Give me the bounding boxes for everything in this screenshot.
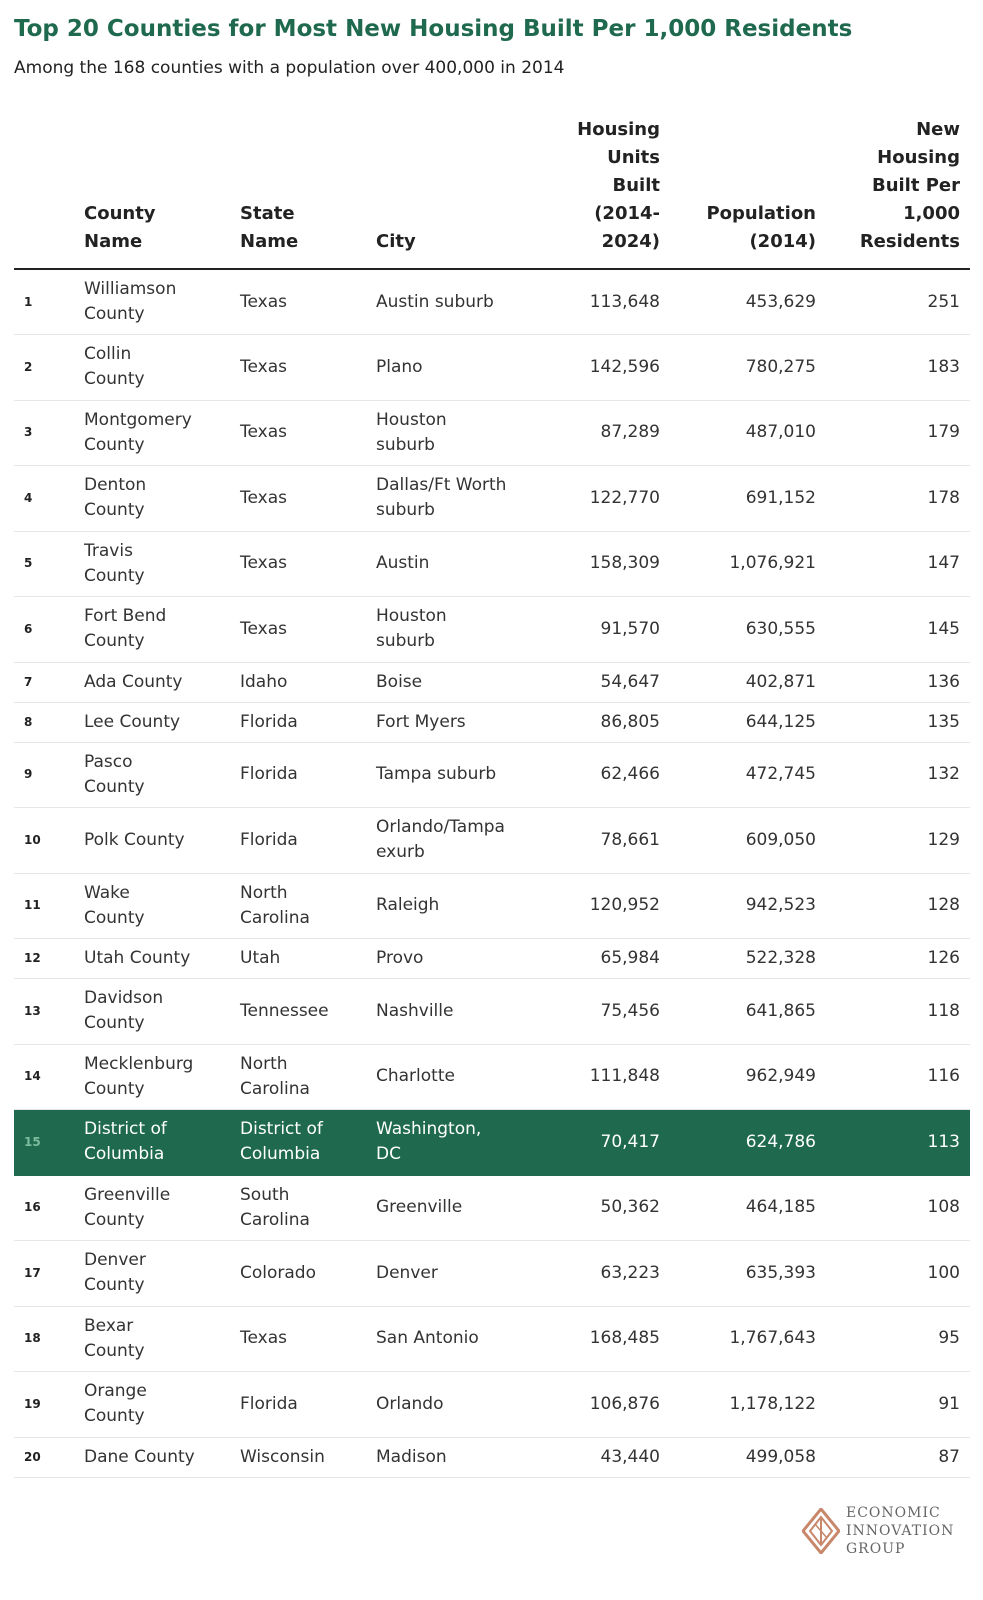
table-body xyxy=(14,269,970,1477)
city-cell xyxy=(362,1437,540,1477)
cell-line: County xyxy=(84,1078,145,1099)
state-name-cell xyxy=(226,1110,362,1176)
population-cell: 472,745 xyxy=(670,742,826,808)
cell-line: Texas xyxy=(240,618,287,639)
population-cell: 499,058 xyxy=(670,1437,826,1477)
cell-line: DC xyxy=(376,1144,401,1165)
cell-line: District of xyxy=(84,1119,167,1140)
header-line: City xyxy=(376,231,416,252)
cell-line: Texas xyxy=(240,1328,287,1349)
county-name-cell xyxy=(70,808,226,874)
header-rate xyxy=(826,116,970,269)
housing-units-cell: 91,570 xyxy=(540,597,670,663)
population-cell: 609,050 xyxy=(670,808,826,874)
rate-cell: 116 xyxy=(826,1044,970,1110)
rank-cell: 16 xyxy=(14,1175,70,1241)
cell-line: Polk County xyxy=(84,829,185,850)
header-line: Housing xyxy=(877,147,960,168)
state-name-cell xyxy=(226,597,362,663)
city-cell xyxy=(362,400,540,466)
table-row xyxy=(14,702,970,742)
cell-line: Boise xyxy=(376,671,423,692)
county-name-cell xyxy=(70,702,226,742)
cell-line: Dane County xyxy=(84,1446,195,1467)
header-line: (2014- xyxy=(594,203,660,224)
population-cell: 942,523 xyxy=(670,873,826,939)
table-header-row xyxy=(14,116,970,269)
cell-line: Greenville xyxy=(376,1197,463,1218)
cell-line: County xyxy=(84,1013,145,1034)
population-cell: 691,152 xyxy=(670,466,826,532)
state-name-cell xyxy=(226,1241,362,1307)
housing-units-cell: 122,770 xyxy=(540,466,670,532)
rank-cell: 6 xyxy=(14,597,70,663)
state-name-cell xyxy=(226,702,362,742)
table-row xyxy=(14,597,970,663)
header-line: Units xyxy=(607,147,660,168)
logo-text xyxy=(846,1504,954,1558)
cell-line: Florida xyxy=(240,829,298,850)
header-line: Name xyxy=(84,231,143,252)
housing-units-cell: 63,223 xyxy=(540,1241,670,1307)
county-name-cell xyxy=(70,269,226,335)
cell-line: Florida xyxy=(240,711,298,732)
table-row xyxy=(14,939,970,979)
city-cell xyxy=(362,1241,540,1307)
housing-units-cell: 54,647 xyxy=(540,662,670,702)
header-city xyxy=(362,116,540,269)
cell-line: Carolina xyxy=(240,907,310,928)
rank-cell: 18 xyxy=(14,1306,70,1372)
city-cell xyxy=(362,742,540,808)
cell-line: County xyxy=(84,565,145,586)
table-row xyxy=(14,1044,970,1110)
table-row xyxy=(14,873,970,939)
rate-cell: 113 xyxy=(826,1110,970,1176)
cell-line: Bexar xyxy=(84,1315,134,1336)
population-cell: 644,125 xyxy=(670,702,826,742)
cell-line: Florida xyxy=(240,764,298,785)
city-cell xyxy=(362,873,540,939)
cell-line: Texas xyxy=(240,553,287,574)
rate-cell: 147 xyxy=(826,531,970,597)
cell-line: San Antonio xyxy=(376,1328,479,1349)
header-line: Built Per xyxy=(871,175,960,196)
city-cell xyxy=(362,1110,540,1176)
cell-line: Fort Bend xyxy=(84,606,167,627)
rank-cell: 9 xyxy=(14,742,70,808)
table-row xyxy=(14,742,970,808)
cell-line: Montgomery xyxy=(84,409,192,430)
cell-line: District of xyxy=(240,1119,323,1140)
cell-line: County xyxy=(84,434,145,455)
state-name-cell xyxy=(226,466,362,532)
population-cell: 487,010 xyxy=(670,400,826,466)
county-name-cell xyxy=(70,1044,226,1110)
cell-line: Greenville xyxy=(84,1184,171,1205)
rank-cell: 13 xyxy=(14,979,70,1045)
rate-cell: 135 xyxy=(826,702,970,742)
rate-cell: 108 xyxy=(826,1175,970,1241)
county-name-cell xyxy=(70,1175,226,1241)
header-population xyxy=(670,116,826,269)
header-line: (2014) xyxy=(749,231,816,252)
logo-line: ECONOMIC xyxy=(846,1505,941,1521)
cell-line: suburb xyxy=(376,500,435,521)
header-line: 2024) xyxy=(601,231,660,252)
city-cell xyxy=(362,808,540,874)
table-row xyxy=(14,662,970,702)
county-name-cell xyxy=(70,400,226,466)
rate-cell: 179 xyxy=(826,400,970,466)
cell-line: Washington, xyxy=(376,1119,482,1140)
cell-line: Utah xyxy=(240,948,281,968)
cell-line: North xyxy=(240,1053,288,1074)
cell-line: Collin xyxy=(84,344,132,365)
header-line: Built xyxy=(612,175,660,196)
cell-line: Lee County xyxy=(84,711,181,732)
population-cell: 522,328 xyxy=(670,939,826,979)
cell-line: Davidson xyxy=(84,988,164,1009)
cell-line: Orlando/Tampa xyxy=(376,817,505,838)
table-row xyxy=(14,531,970,597)
rank-cell: 14 xyxy=(14,1044,70,1110)
cell-line: Texas xyxy=(240,356,287,377)
state-name-cell xyxy=(226,1372,362,1438)
rank-cell: 4 xyxy=(14,466,70,532)
cell-line: Columbia xyxy=(240,1144,321,1165)
county-name-cell xyxy=(70,597,226,663)
cell-line: County xyxy=(84,631,145,652)
county-name-cell xyxy=(70,1110,226,1176)
city-cell xyxy=(362,1372,540,1438)
cell-line: Orange xyxy=(84,1381,147,1402)
cell-line: County xyxy=(84,500,145,521)
county-name-cell xyxy=(70,1437,226,1477)
state-name-cell xyxy=(226,1044,362,1110)
population-cell: 464,185 xyxy=(670,1175,826,1241)
state-name-cell xyxy=(226,1306,362,1372)
logo-line: GROUP xyxy=(846,1541,906,1557)
cell-line: Dallas/Ft Worth xyxy=(376,475,507,496)
header-line: Residents xyxy=(859,231,960,252)
rank-cell: 17 xyxy=(14,1241,70,1307)
housing-units-cell: 113,648 xyxy=(540,269,670,335)
housing-units-cell: 70,417 xyxy=(540,1110,670,1176)
cell-line: Plano xyxy=(376,356,423,377)
cell-line: Tennessee xyxy=(240,1000,329,1021)
rate-cell: 95 xyxy=(826,1306,970,1372)
population-cell: 624,786 xyxy=(670,1110,826,1176)
housing-units-cell: 111,848 xyxy=(540,1044,670,1110)
cell-line: Provo xyxy=(376,948,424,968)
rate-cell: 87 xyxy=(826,1437,970,1477)
housing-units-cell: 158,309 xyxy=(540,531,670,597)
cell-line: Colorado xyxy=(240,1262,316,1283)
cell-line: Columbia xyxy=(84,1144,165,1165)
header-county-name xyxy=(70,116,226,269)
rate-cell: 126 xyxy=(826,939,970,979)
rank-cell: 15 xyxy=(14,1110,70,1176)
header-line: Population xyxy=(706,203,816,224)
table-row-highlighted xyxy=(14,1110,970,1176)
logo-line: INNOVATION xyxy=(846,1523,955,1539)
rate-cell: 136 xyxy=(826,662,970,702)
state-name-cell xyxy=(226,939,362,979)
cell-line: Charlotte xyxy=(376,1066,455,1087)
rank-cell: 5 xyxy=(14,531,70,597)
rate-cell: 129 xyxy=(826,808,970,874)
table-row xyxy=(14,979,970,1045)
table-row xyxy=(14,1175,970,1241)
county-name-cell xyxy=(70,1306,226,1372)
cell-line: Orlando xyxy=(376,1393,444,1414)
cell-line: Texas xyxy=(240,291,287,312)
housing-units-cell: 142,596 xyxy=(540,335,670,401)
header-housing-units xyxy=(540,116,670,269)
diamond-logo-icon xyxy=(802,1508,840,1554)
state-name-cell xyxy=(226,979,362,1045)
population-cell: 1,076,921 xyxy=(670,531,826,597)
cell-line: County xyxy=(84,1275,145,1296)
housing-units-cell: 87,289 xyxy=(540,400,670,466)
state-name-cell xyxy=(226,873,362,939)
rank-cell: 20 xyxy=(14,1437,70,1477)
table-row xyxy=(14,1241,970,1307)
housing-units-cell: 50,362 xyxy=(540,1175,670,1241)
population-cell: 1,178,122 xyxy=(670,1372,826,1438)
city-cell xyxy=(362,531,540,597)
cell-line: suburb xyxy=(376,434,435,455)
cell-line: Pasco xyxy=(84,751,133,772)
population-cell: 962,949 xyxy=(670,1044,826,1110)
county-name-cell xyxy=(70,662,226,702)
cell-line: County xyxy=(84,369,145,390)
cell-line: Williamson xyxy=(84,279,177,299)
rank-cell: 11 xyxy=(14,873,70,939)
population-cell: 635,393 xyxy=(670,1241,826,1307)
header-line: 1,000 xyxy=(903,203,960,224)
page-subtitle: Among the 168 counties with a population over 400,000 in 2014 xyxy=(14,58,565,78)
rank-cell: 2 xyxy=(14,335,70,401)
state-name-cell xyxy=(226,269,362,335)
table-row xyxy=(14,400,970,466)
cell-line: Travis xyxy=(84,540,133,561)
population-cell: 402,871 xyxy=(670,662,826,702)
cell-line: Austin xyxy=(376,553,430,574)
cell-line: Denver xyxy=(84,1250,146,1271)
cell-line: exurb xyxy=(376,842,425,863)
table-row xyxy=(14,1372,970,1438)
state-name-cell xyxy=(226,531,362,597)
rank-cell: 10 xyxy=(14,808,70,874)
cell-line: Denton xyxy=(84,475,147,496)
state-name-cell xyxy=(226,742,362,808)
population-cell: 630,555 xyxy=(670,597,826,663)
cell-line: County xyxy=(84,1209,145,1230)
header-state-name xyxy=(226,116,362,269)
rank-cell: 8 xyxy=(14,702,70,742)
city-cell xyxy=(362,1306,540,1372)
rate-cell: 100 xyxy=(826,1241,970,1307)
cell-line: Raleigh xyxy=(376,895,440,916)
cell-line: County xyxy=(84,1406,145,1427)
table-row xyxy=(14,808,970,874)
housing-units-cell: 120,952 xyxy=(540,873,670,939)
city-cell xyxy=(362,335,540,401)
rank-cell: 3 xyxy=(14,400,70,466)
housing-units-cell: 86,805 xyxy=(540,702,670,742)
county-name-cell xyxy=(70,742,226,808)
economic-innovation-group-logo xyxy=(802,1504,962,1558)
county-name-cell xyxy=(70,531,226,597)
cell-line: Madison xyxy=(376,1446,447,1467)
cell-line: Mecklenburg xyxy=(84,1053,194,1074)
page-title: Top 20 Counties for Most New Housing Built Per 1,000 Residents xyxy=(14,16,853,42)
cell-line: Fort Myers xyxy=(376,711,466,732)
county-name-cell xyxy=(70,1241,226,1307)
city-cell xyxy=(362,1175,540,1241)
cell-line: North xyxy=(240,882,288,903)
cell-line: Denver xyxy=(376,1262,438,1283)
rate-cell: 132 xyxy=(826,742,970,808)
county-name-cell xyxy=(70,1372,226,1438)
table-row xyxy=(14,335,970,401)
housing-units-cell: 43,440 xyxy=(540,1437,670,1477)
cell-line: Nashville xyxy=(376,1000,454,1021)
rank-cell: 12 xyxy=(14,939,70,979)
rate-cell: 178 xyxy=(826,466,970,532)
state-name-cell xyxy=(226,662,362,702)
city-cell xyxy=(362,702,540,742)
cell-line: Tampa suburb xyxy=(376,764,497,785)
cell-line: Wisconsin xyxy=(240,1446,325,1467)
cell-line: Austin suburb xyxy=(376,291,494,312)
table-row xyxy=(14,1437,970,1477)
cell-line: County xyxy=(84,907,145,928)
housing-units-cell: 75,456 xyxy=(540,979,670,1045)
rate-cell: 91 xyxy=(826,1372,970,1438)
cell-line: Wake xyxy=(84,882,130,903)
county-name-cell xyxy=(70,335,226,401)
state-name-cell xyxy=(226,1175,362,1241)
rank-cell: 7 xyxy=(14,662,70,702)
header-line: Housing xyxy=(577,119,660,140)
cell-line: County xyxy=(84,1340,145,1361)
header-rank xyxy=(14,116,70,269)
rate-cell: 183 xyxy=(826,335,970,401)
county-name-cell xyxy=(70,466,226,532)
cell-line: County xyxy=(84,776,145,797)
table-row xyxy=(14,269,970,335)
housing-units-cell: 65,984 xyxy=(540,939,670,979)
city-cell xyxy=(362,1044,540,1110)
city-cell xyxy=(362,662,540,702)
population-cell: 641,865 xyxy=(670,979,826,1045)
county-name-cell xyxy=(70,939,226,979)
cell-line: suburb xyxy=(376,631,435,652)
rate-cell: 128 xyxy=(826,873,970,939)
city-cell xyxy=(362,939,540,979)
cell-line: Ada County xyxy=(84,671,183,692)
table-row xyxy=(14,466,970,532)
cell-line: Houston xyxy=(376,409,447,430)
city-cell xyxy=(362,466,540,532)
cell-line: Carolina xyxy=(240,1078,310,1099)
city-cell xyxy=(362,269,540,335)
cell-line: South xyxy=(240,1184,290,1205)
housing-units-cell: 78,661 xyxy=(540,808,670,874)
cell-line: Carolina xyxy=(240,1209,310,1230)
city-cell xyxy=(362,979,540,1045)
population-cell: 780,275 xyxy=(670,335,826,401)
cell-line: Idaho xyxy=(240,671,288,692)
state-name-cell xyxy=(226,400,362,466)
state-name-cell xyxy=(226,1437,362,1477)
cell-line: Houston xyxy=(376,606,447,627)
population-cell: 453,629 xyxy=(670,269,826,335)
rank-cell: 1 xyxy=(14,269,70,335)
cell-line: Texas xyxy=(240,487,287,508)
rate-cell: 145 xyxy=(826,597,970,663)
header-line: County xyxy=(84,203,156,224)
county-name-cell xyxy=(70,979,226,1045)
population-cell: 1,767,643 xyxy=(670,1306,826,1372)
county-housing-table xyxy=(14,116,970,1478)
housing-units-cell: 168,485 xyxy=(540,1306,670,1372)
table-row xyxy=(14,1306,970,1372)
housing-units-cell: 62,466 xyxy=(540,742,670,808)
header-line: State xyxy=(240,203,295,224)
state-name-cell xyxy=(226,808,362,874)
city-cell xyxy=(362,597,540,663)
cell-line: County xyxy=(84,304,145,324)
cell-line: Utah County xyxy=(84,948,191,968)
rate-cell: 118 xyxy=(826,979,970,1045)
rank-cell: 19 xyxy=(14,1372,70,1438)
cell-line: Florida xyxy=(240,1393,298,1414)
rate-cell: 251 xyxy=(826,269,970,335)
housing-units-cell: 106,876 xyxy=(540,1372,670,1438)
header-line: New xyxy=(916,119,960,140)
cell-line: Texas xyxy=(240,422,287,443)
header-line: Name xyxy=(240,231,299,252)
state-name-cell xyxy=(226,335,362,401)
county-name-cell xyxy=(70,873,226,939)
